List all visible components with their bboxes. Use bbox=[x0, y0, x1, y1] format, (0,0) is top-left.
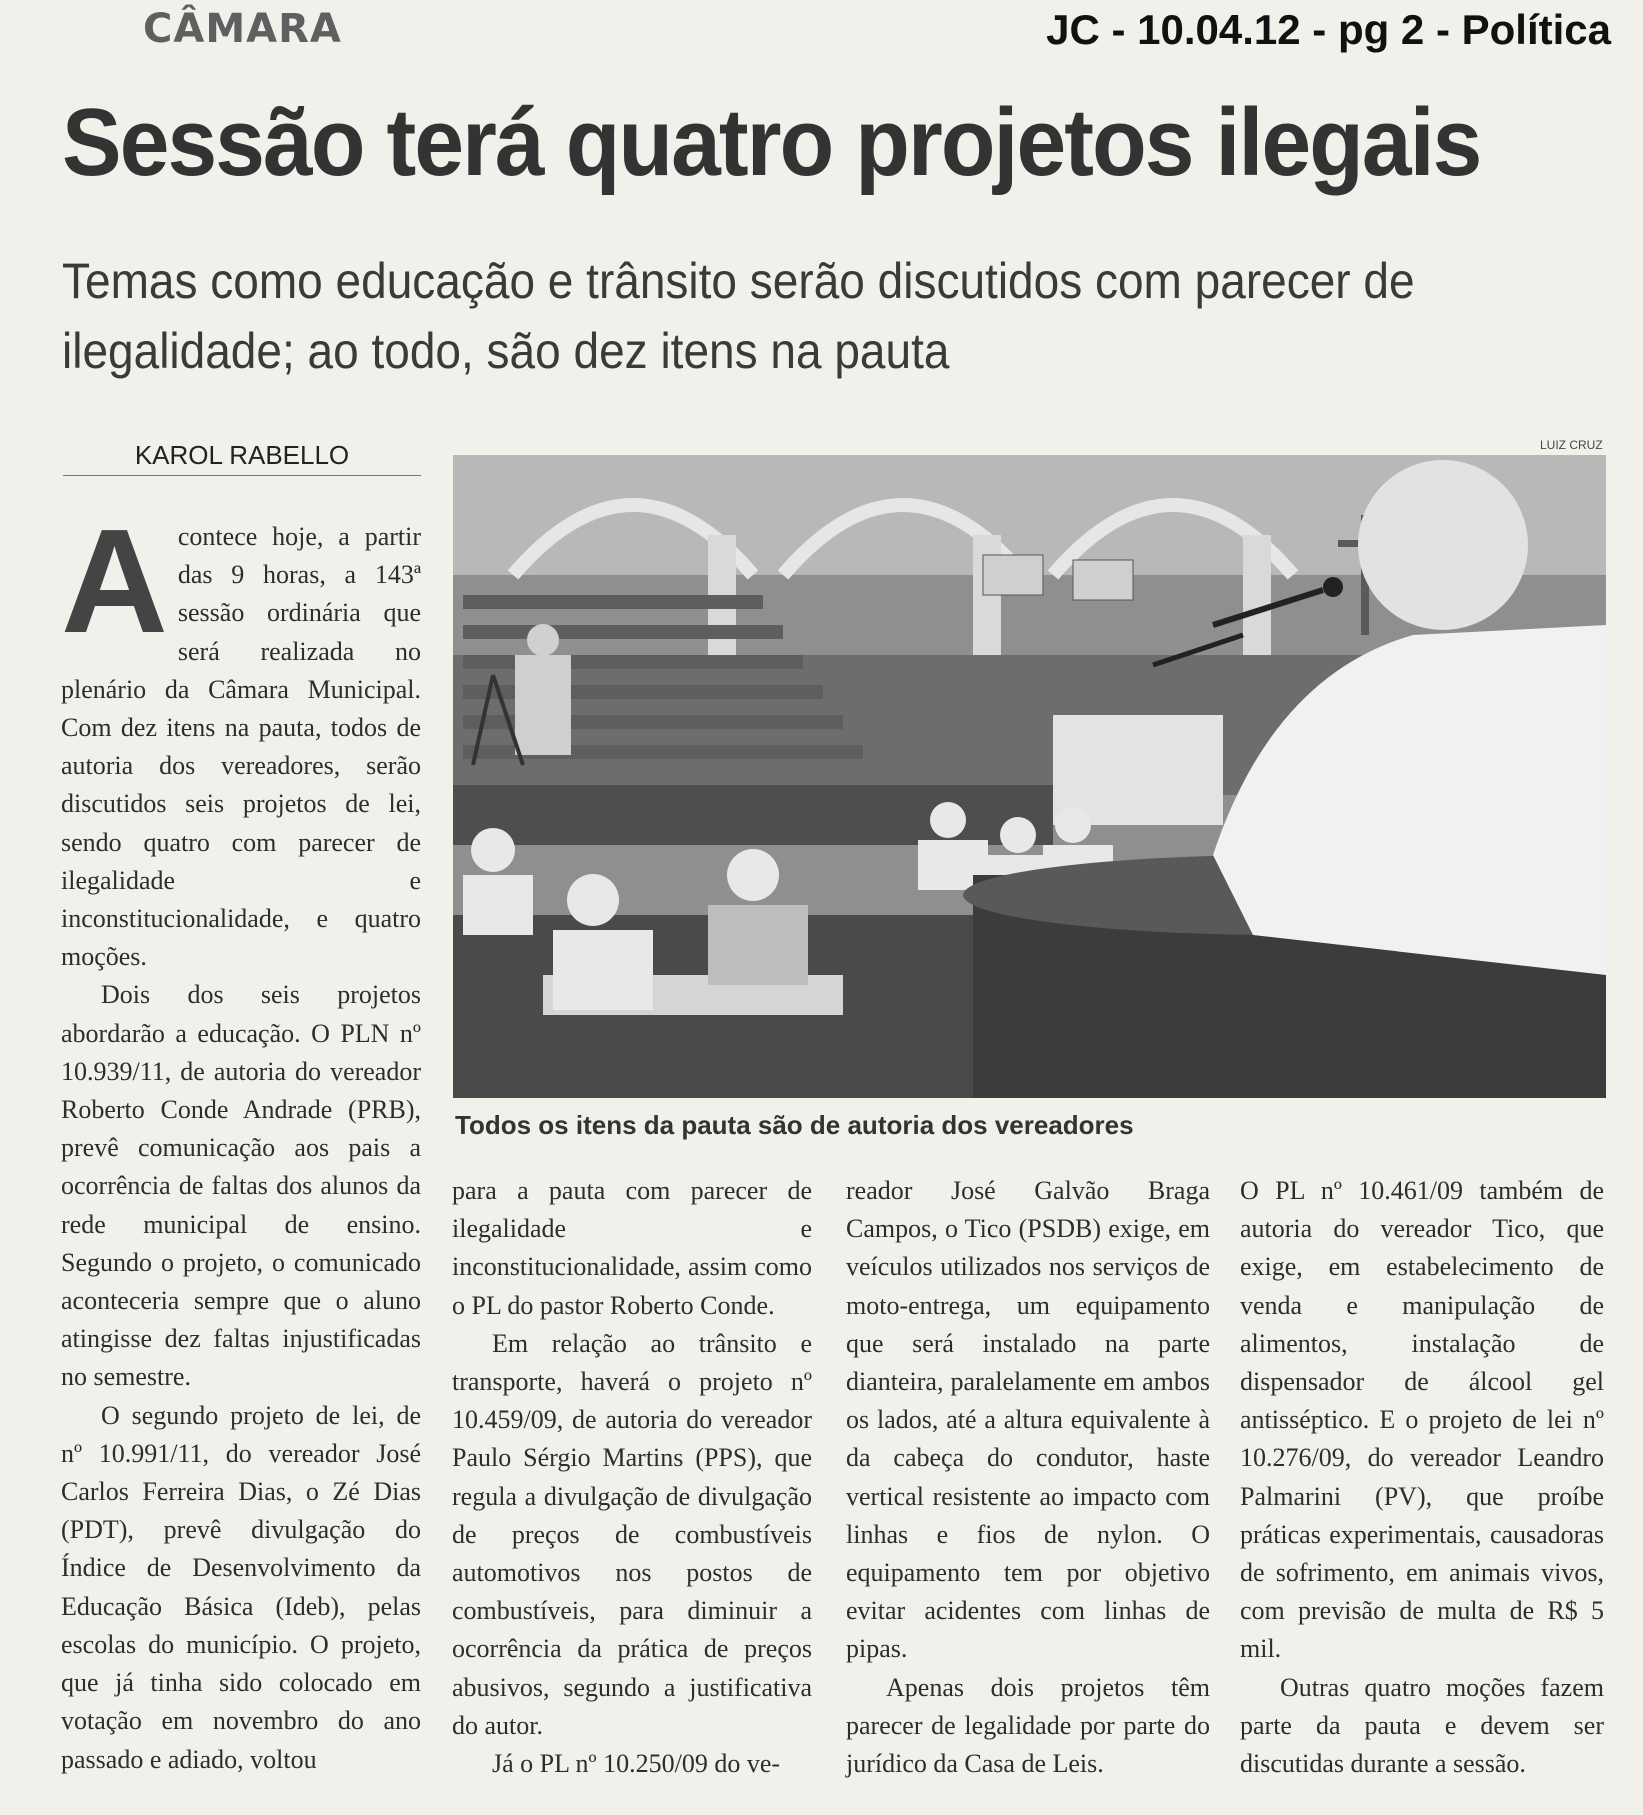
article-photo bbox=[453, 455, 1606, 1098]
section-label: CÂMARA bbox=[143, 6, 342, 52]
byline: KAROL RABELLO bbox=[63, 440, 421, 476]
photo-credit: LUIZ CRUZ bbox=[1540, 438, 1603, 452]
article-column-4 bbox=[1240, 1172, 1604, 1783]
paragraph: Já o PL nº 10.250/09 do ve- bbox=[492, 1749, 781, 1779]
paragraph: O PL nº 10.461/09 também de autoria do vereador Tico, que exige, em estabelecimento de venda e manipulação de alimentos, instalação de dispensador de álcool gel antisséptico. E o projeto de lei nº 10.276/09, do vereador Leandro Palmarini (PV), que proíbe práticas experimentais, causadoras de sofrimento, em animais vivos, com previsão de multa de R$ 5 mil. bbox=[1240, 1176, 1604, 1664]
paragraph: O segundo projeto de lei, de nº 10.991/11, do vereador José Carlos Ferreira Dias, o Zé Dias (PDT), prevê divulgação do Índice de Desenvolvimento da Educação Básica (Ideb), pelas escolas do município. O projeto, que já tinha sido colocado em votação em novembro do ano passado e adiado, voltou bbox=[61, 1400, 421, 1774]
photo-caption: Todos os itens da pauta são de autoria dos vereadores bbox=[455, 1110, 1134, 1140]
paragraph: Apenas dois projetos têm parecer de legalidade por parte do jurídico da Casa de Leis. bbox=[846, 1672, 1210, 1779]
subheadline: Temas como educação e trânsito serão discutidos com parecer de ilegalidade; ao todo, são dez itens na pauta bbox=[62, 253, 1415, 379]
clip-reference: JC - 10.04.12 - pg 2 - Política bbox=[1046, 6, 1611, 53]
article-column-2 bbox=[452, 1172, 812, 1783]
council-chamber-illustration bbox=[453, 455, 1606, 1098]
paragraph: reador José Galvão Braga Campos, o Tico (PSDB) exige, em veículos utilizados nos serviços de moto-entrega, um equipamento que será instalado na parte dianteira, paralelamente em ambos os lados, até a altura equivalente à da cabeça do condutor, haste vertical resistente ao impacto com linhas e fios de nylon. O equipamento tem por objetivo evitar acidentes com linhas de pipas. bbox=[846, 1176, 1210, 1664]
article-column-1 bbox=[61, 499, 421, 1779]
headline: Sessão terá quatro projetos ilegais bbox=[62, 89, 1481, 196]
article-column-3 bbox=[846, 1172, 1210, 1783]
paragraph: contece hoje, a partir das 9 horas, a 143ª sessão ordinária que será realizada no plenário da Câmara Municipal. Com dez itens na pauta, todos de autoria dos vereadores, serão discutidos seis projetos de lei, sendo quatro com parecer de ilegalidade e inconstitucionalidade, e quatro moções. bbox=[61, 522, 421, 972]
paragraph: Em relação ao trânsito e transporte, haverá o projeto nº 10.459/09, de autoria do vereador Paulo Sérgio Martins (PPS), que regula a divulgação de divulgação de preços de combustíveis automotivos nos postos de combustíveis, para diminuir a ocorrência da prática de preços abusivos, segundo a justificativa do autor. bbox=[452, 1328, 812, 1740]
paragraph: Outras quatro moções fazem parte da pauta e devem ser discutidas durante a sessão. bbox=[1240, 1672, 1604, 1779]
paragraph: para a pauta com parecer de ilegalidade e inconstitucionalidade, assim como o PL do pastor Roberto Conde. bbox=[452, 1176, 812, 1320]
drop-cap: A bbox=[61, 499, 168, 664]
paragraph: Dois dos seis projetos abordarão a educação. O PLN nº 10.939/11, de autoria do vereador Roberto Conde Andrade (PRB), prevê comunicação aos pais a ocorrência de faltas dos alunos da rede municipal de ensino. Segundo o projeto, o comunicado aconteceria sempre que o aluno atingisse dez faltas injustificadas no semestre. bbox=[61, 980, 421, 1392]
